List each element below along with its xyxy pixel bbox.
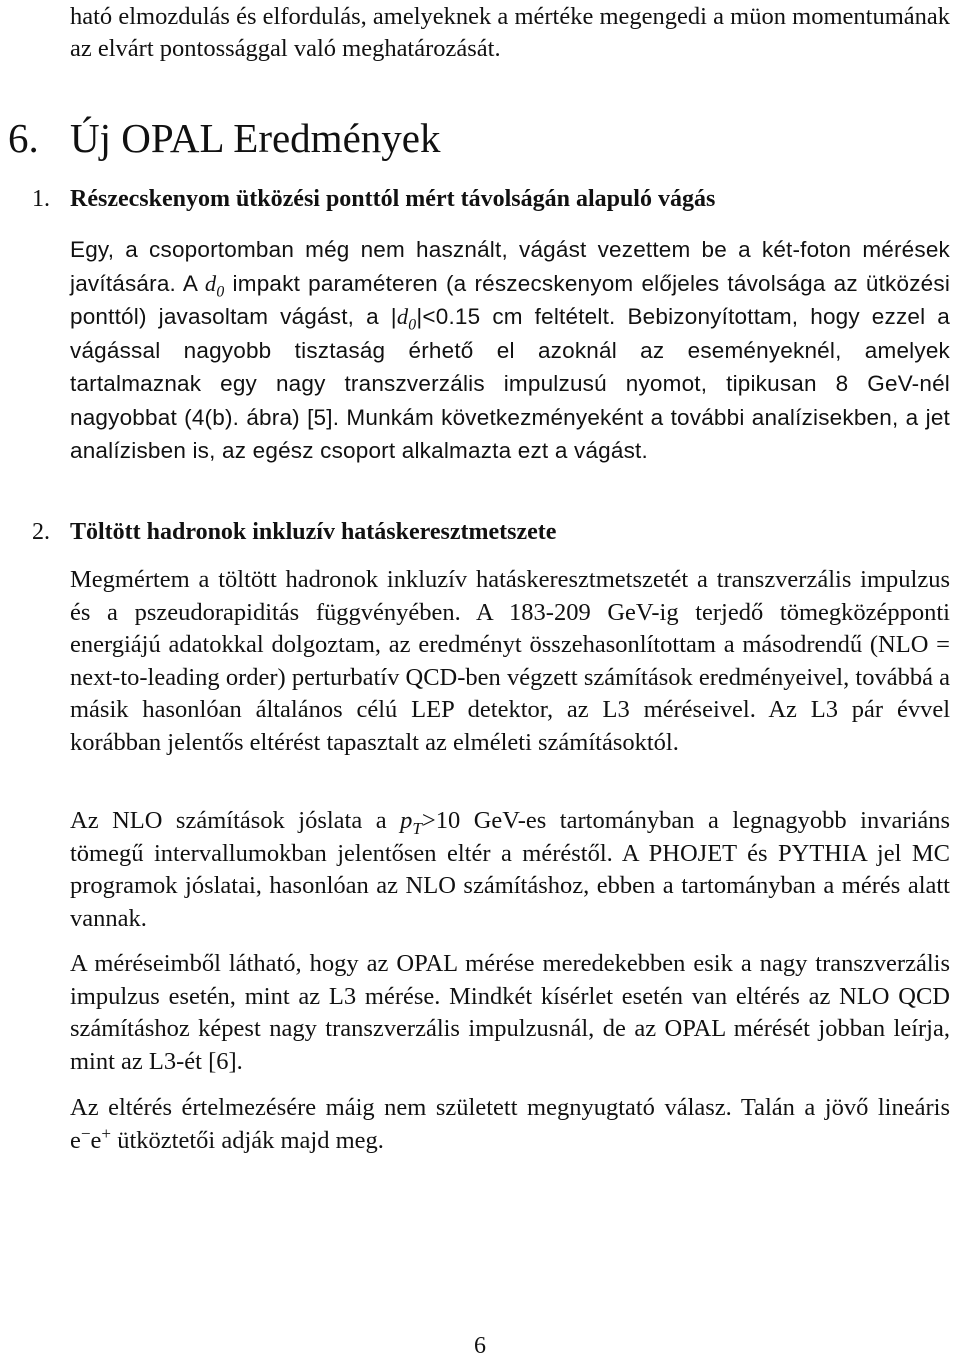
item2-p2-text-b: >10 GeV-es tartományban a legnagyobb invariáns tömegű intervallumokban jelentősen eltér a méréstől. A PHOJET és PYTHIA jel MC programok jóslatai, hasonlóan az NLO számításhoz, ebben a tartományban a mérés alatt vannak. [70,807,950,932]
item2-number: 2. [32,519,50,545]
item2-p2-text-a: Az NLO számítások jóslata a [70,807,387,834]
d0-symbol: $d_0$ [204,270,225,300]
item1-heading [32,186,715,213]
item1-text-c: impakt paraméteren (a részecskenyom előjeles távolsága az ütközési ponttól) javasoltam vágást, a [70,270,951,329]
item2-paragraph-4 [70,1092,950,1157]
item2-paragraph-1: Megmértem a töltött hadronok inkluzív hatáskeresztmetszetét a transzverzális impulzus és a pszeudorapiditás függvényében. A 183-209 GeV-ig terjedő tömegközépponti energiájú adatokkal dolgoztam, az eredményt összehasonlítottam a másodrendű (NLO = next-to-leading order) perturbatív QCD-ben végzett számítások eredményeivel, továbbá a másik hasonlóan általános célú LEP detektor, az L3 méréseivel. Az L3 pár évvel korábban jelentős eltérést tapasztalt az elméleti számításoktól. [70,566,950,756]
item1-text-b: A [182,270,197,296]
abs-open: | [390,304,397,329]
item2-paragraph-2 [70,805,950,935]
superscript-plus: + [101,1123,112,1143]
item1-text-d: <0.15 cm feltételt. [422,304,616,329]
chapter-heading [8,114,440,162]
item1-text-e: Bebizonyítottam, hogy ezzel a vágással nagyobb tisztaság érhető el azoknál az eseményeknél, amelyek tartalmaznak egy nagy transzverzális impulzusú nyomot, tipikusan 8 GeV-nél nagyobbat (4(b). ábra) [5]. Munkám következményeként a további analízisekben, a jet analízisben is, az egész csoport alkalmazta ezt a vágást. [70,304,951,463]
pt-symbol: $p_T$ [400,807,422,838]
item1-paragraph [70,233,950,468]
chapter-title: Új OPAL Eredmények [70,115,441,161]
page-number: 6 [474,1333,486,1359]
abs-close: | [416,304,423,329]
electron-symbol: e [90,1126,102,1154]
item2-paragraph-3: A méréseimből látható, hogy az OPAL mérése meredekebben esik a nagy transzverzális impulzus esetén, mint az L3 mérése. Mindkét kísérlet esetén van eltérés az NLO QCD számításhoz képest nagy transzverzális impulzusnál, de az OPAL mérését jobban leírja, mint az L3-ét [6]. [70,950,950,1075]
item2-p4-text-b: ütköztetői adják majd meg. [117,1126,384,1154]
d0-abs-symbol: $d_0$ [396,304,417,334]
item1-text-a: Egy, a csoportomban még nem használt, vágást vezettem be a két-foton mérések javítására. [70,237,950,296]
item1-title: Részecskenyom ütközési ponttól mért távolságán alapuló vágás [70,186,716,212]
chapter-number: 6. [8,115,39,161]
superscript-minus: − [80,1123,91,1143]
item2-heading [32,519,556,546]
item2-p4-text-a: Az eltérés értelmezésére máig nem született megnyugtató válasz. Talán a jövő lineáris e [70,1094,950,1154]
item1-number: 1. [32,186,50,212]
intro-paragraph: ható elmozdulás és elfordulás, amelyeknek a mértéke megengedi a müon momentumának az elvárt pontossággal való meghatározását. [70,3,950,62]
item2-title: Töltött hadronok inkluzív hatáskeresztmetszete [70,519,557,545]
